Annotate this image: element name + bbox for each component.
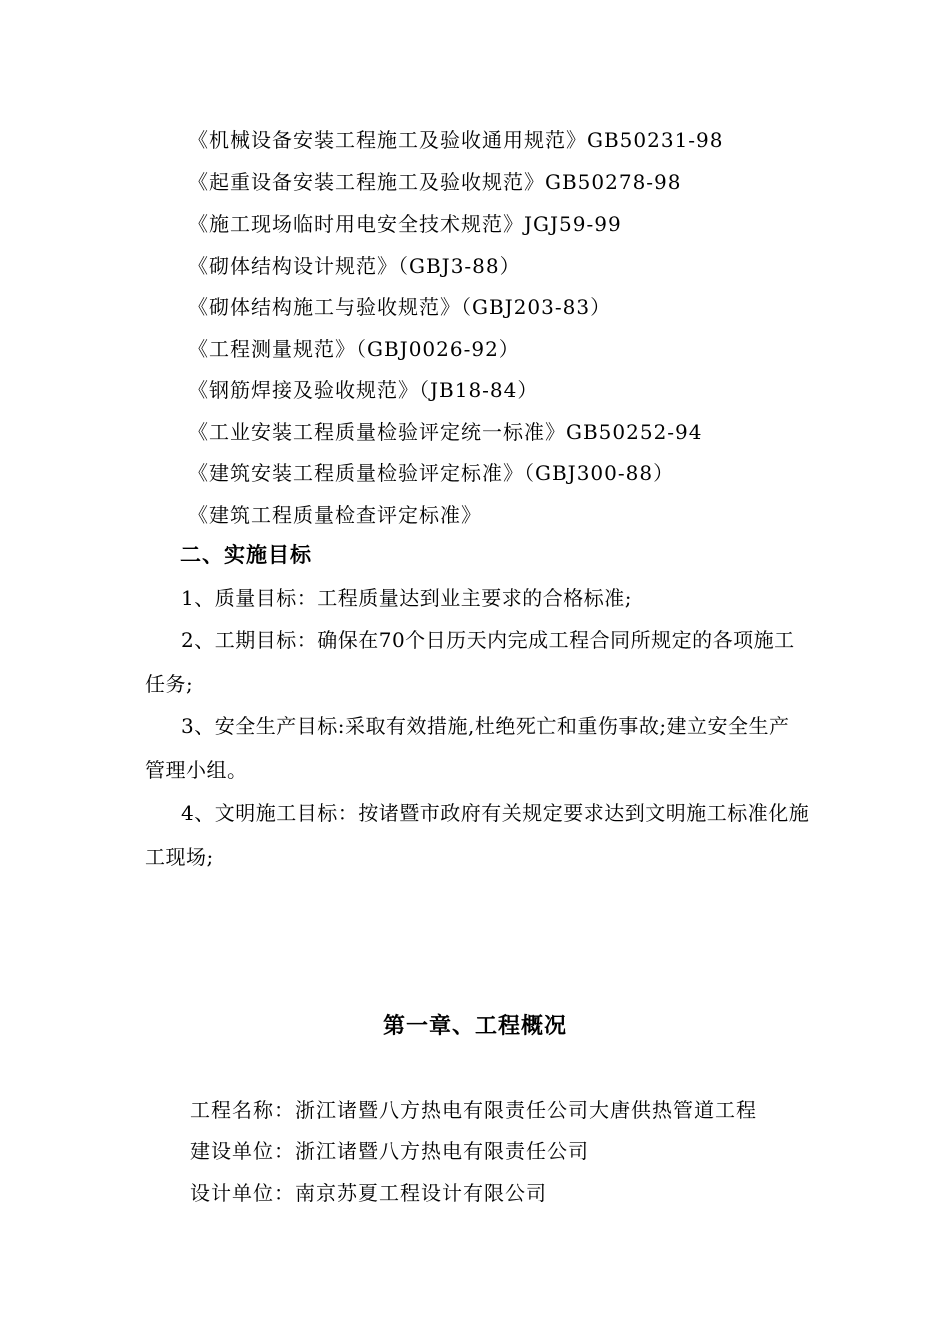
standard-item: 《砌体结构施工与验收规范》（GBJ203-83） (188, 295, 612, 319)
standard-item: 《施工现场临时用电安全技术规范》JGJ59-99 (188, 212, 622, 236)
standard-item: 《建筑工程质量检查评定标准》 (188, 503, 482, 527)
standard-item: 《机械设备安装工程施工及验收通用规范》GB50231-98 (188, 128, 724, 152)
standard-item: 《钢筋焊接及验收规范》（JB18-84） (188, 378, 539, 402)
goal-item-civilized: 4、文明施工目标：按诸暨市政府有关规定要求达到文明施工标准化施工现场; (145, 801, 810, 869)
construction-unit: 建设单位：浙江诸暨八方热电有限责任公司 (190, 1139, 589, 1163)
project-name: 工程名称：浙江诸暨八方热电有限责任公司大唐供热管道工程 (190, 1098, 757, 1122)
design-unit: 设计单位：南京苏夏工程设计有限公司 (190, 1181, 547, 1205)
chapter-title: 第一章、工程概况 (382, 1013, 567, 1039)
standard-item: 《工程测量规范》（GBJ0026-92） (188, 337, 520, 361)
goal-item-safety: 3、安全生产目标:采取有效措施,杜绝死亡和重伤事故;建立安全生产管理小组。 (145, 714, 790, 782)
goal-item-quality: 1、质量目标：工程质量达到业主要求的合格标准; (181, 586, 632, 610)
section-heading: 二、实施目标 (180, 542, 312, 567)
standard-item: 《砌体结构设计规范》（GBJ3-88） (188, 254, 521, 278)
standard-item: 《建筑安装工程质量检验评定标准》（GBJ300-88） (188, 461, 675, 485)
standard-item: 《工业安装工程质量检验评定统一标准》GB50252-94 (188, 420, 703, 444)
standard-item: 《起重设备安装工程施工及验收规范》GB50278-98 (188, 170, 682, 194)
goal-item-schedule: 2、工期目标：确保在70个日历天内完成工程合同所规定的各项施工任务; (145, 628, 795, 696)
